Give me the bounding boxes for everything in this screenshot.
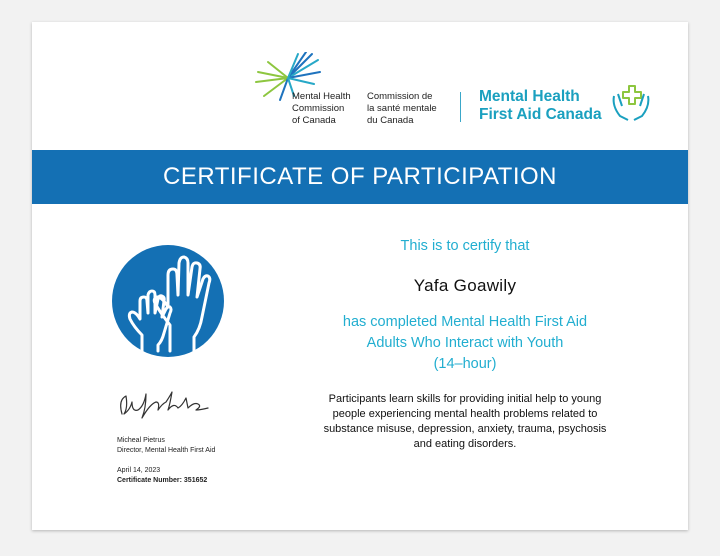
mhcc-logo — [254, 52, 454, 132]
certificate-number: Certificate Number: 351652 — [117, 476, 208, 484]
signer-title: Director, Mental Health First Aid — [117, 446, 216, 454]
certify-statement: This is to certify that — [400, 238, 530, 254]
signer-name: Micheal Pietrus — [117, 437, 165, 444]
course-line: has completed Mental Health First Aid — [342, 314, 588, 330]
course-description — [295, 392, 635, 452]
certificate-title: CERTIFICATE OF PARTICIPATION — [162, 163, 558, 190]
mhcc-name-english: Mental Health Commission of Canada — [292, 91, 351, 126]
signer-block — [117, 436, 215, 455]
description-line: Participants learn skills for providing initial help to young — [328, 393, 602, 405]
issue-date: April 14, 2023 — [117, 467, 161, 474]
certificate-meta — [117, 466, 207, 485]
raised-hands-icon — [112, 245, 224, 357]
course-title — [295, 312, 635, 375]
course-line: Adults Who Interact with Youth — [366, 335, 564, 351]
signature-image — [116, 388, 211, 422]
mhfa-logo-text: Mental Health First Aid Canada — [479, 88, 602, 123]
course-line: (14–hour) — [433, 356, 497, 372]
description-line: substance misuse, depression, anxiety, trauma, psychosis — [323, 423, 607, 435]
description-line: people experiencing mental health problems related to — [332, 408, 598, 420]
mhcc-name-french: Commission de la santé mentale du Canada — [367, 91, 437, 126]
certificate-page — [32, 22, 688, 530]
logo-divider — [460, 92, 461, 122]
recipient-name: Yafa Goawily — [413, 276, 517, 295]
description-line: and eating disorders. — [413, 438, 517, 450]
title-banner — [32, 150, 688, 204]
hands-cross-icon — [610, 82, 652, 122]
